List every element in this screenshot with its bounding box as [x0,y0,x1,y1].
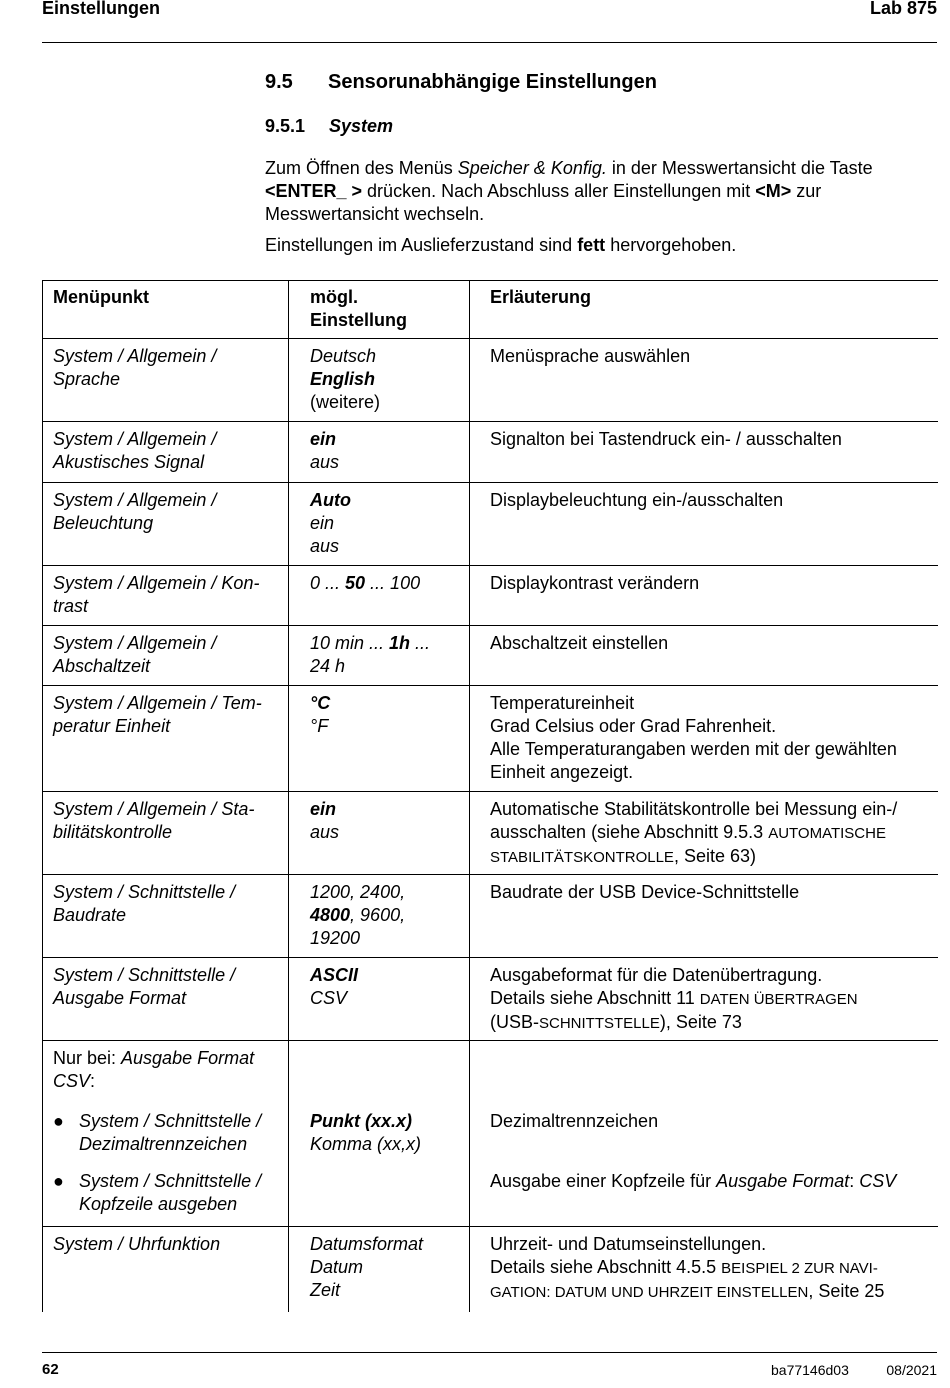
explanation: Baudrate der USB Device-Schnittstelle [469,875,938,957]
explanation: Displaykontrast verändern [469,566,938,625]
setting-options [288,1164,469,1226]
menu-path: ● System / Schnittstelle / Kopfzeile ausgeben [42,1164,288,1226]
menu-path: System / Allgemein / Tem- peratur Einheit [42,686,288,791]
explanation: Dezimaltrennzeichen [469,1104,938,1164]
table-row [42,421,938,482]
explanation: Menüsprache auswählen [469,339,938,421]
explanation: Abschaltzeit einstellen [469,626,938,685]
table-row [42,874,938,957]
document-date: 08/2021 [886,1362,937,1378]
table-row [42,791,938,874]
note-text: Einstellungen im Auslieferzustand sind [265,235,578,255]
table-row [42,482,938,565]
table-row [42,625,938,685]
explanation: Automatische Stabilitätskontrolle bei Messung ein-/ ausschalten (siehe Abschnitt 9.5.3 AUTOMATISCHE STABILITÄTSKONTROLLE, Seite 63) [469,792,938,874]
explanation: Ausgabe einer Kopfzeile für Ausgabe Format: CSV [469,1164,938,1226]
intro-paragraph [265,157,937,226]
setting-options: Punkt (xx.x) Komma (xx,x) [288,1104,469,1164]
table-row [42,1104,938,1164]
bullet-icon: ● [53,1171,64,1191]
setting-options: Datumsformat Datum Zeit [288,1227,469,1312]
setting-options: °C °F [288,686,469,791]
setting-options: 1200, 2400, 4800, 9600, 19200 [288,875,469,957]
running-header-title: Einstellungen [42,0,161,18]
intro-text: Zum Öffnen des Menüs [265,158,458,178]
menu-path: System / Allgemein / Sta- bilitätskontrolle [42,792,288,874]
note-bold-word: fett [577,235,606,255]
menu-path: System / Schnittstelle / Ausgabe Format [42,958,288,1040]
explanation: Uhrzeit- und Datumseinstellungen. Details siehe Abschnitt 4.5.5 BEISPIEL 2 ZUR NAVI- GATION: DATUM UND UHRZEIT EINSTELLEN, Seite 25 [469,1227,938,1312]
header-rule [42,42,937,43]
intro-text: zur Messwertansicht wechseln. [265,181,822,224]
table-row [42,685,938,791]
menu-path: System / Allgemein / Beleuchtung [42,483,288,565]
table-row [42,338,938,421]
section-title: Sensorunabhängige Einstellungen [328,71,657,93]
menu-path: System / Allgemein / Akustisches Signal [42,422,288,482]
default-note [265,234,937,257]
section-number: 9.5 [265,71,293,93]
menu-path: ● System / Schnittstelle / Dezimaltrennzeichen [42,1104,288,1164]
footer-rule [42,1352,937,1353]
explanation [469,1041,938,1104]
explanation: Ausgabeformat für die Datenübertragung. Details siehe Abschnitt 11 DATEN ÜBERTRAGEN (USB-SCHNITTSTELLE), Seite 73 [469,958,938,1040]
running-header-product: Lab 875 [869,0,937,18]
table-row-note [42,1040,938,1104]
table-row [42,565,938,625]
menu-path: System / Schnittstelle / Baudrate [42,875,288,957]
setting-options [288,1041,469,1104]
section-heading [265,71,657,94]
table-row [42,957,938,1040]
table-row [42,1226,938,1312]
settings-table [42,280,938,1312]
setting-options: Deutsch English (weitere) [288,339,469,421]
intro-text: in der Messwertansicht die Taste [606,158,873,178]
menu-path: System / Allgemein / Abschaltzeit [42,626,288,685]
setting-options: Auto ein aus [288,483,469,565]
bullet-icon: ● [53,1111,64,1131]
key-m: <M> [755,181,792,201]
intro-text: drücken. Nach Abschluss aller Einstellungen mit [362,181,756,201]
header-explanation: Erläuterung [469,281,938,338]
menu-path: System / Allgemein / Kon- trast [42,566,288,625]
subsection-title: System [329,116,394,136]
setting-options: ein aus [288,792,469,874]
subsection-heading [265,116,393,137]
page-number: 62 [42,1361,59,1378]
condition-note: Nur bei: Ausgabe Format CSV: [42,1041,288,1104]
subsection-number: 9.5.1 [265,116,306,136]
document-id: ba77146d03 [771,1362,849,1378]
menu-path: System / Allgemein / Sprache [42,339,288,421]
note-text: hervorgehoben. [605,235,737,255]
table-row [42,1164,938,1226]
setting-options: 10 min ... 1h ... 24 h [288,626,469,685]
key-enter: <ENTER_ > [265,181,363,201]
setting-options: ASCII CSV [288,958,469,1040]
menu-name: Speicher & Konfig. [457,158,607,178]
setting-options: ein aus [288,422,469,482]
setting-options: 0 ... 50 ... 100 [288,566,469,625]
explanation: Signalton bei Tastendruck ein- / ausschalten [469,422,938,482]
table-header-row [42,280,938,338]
menu-path: System / Uhrfunktion [42,1227,288,1312]
header-menu: Menüpunkt [42,281,288,338]
explanation: Displaybeleuchtung ein-/ausschalten [469,483,938,565]
header-setting: mögl. Einstellung [288,281,469,338]
explanation: Temperatureinheit Grad Celsius oder Grad Fahrenheit. Alle Temperaturangaben werden mit der gewählten Einheit angezeigt. [469,686,938,791]
